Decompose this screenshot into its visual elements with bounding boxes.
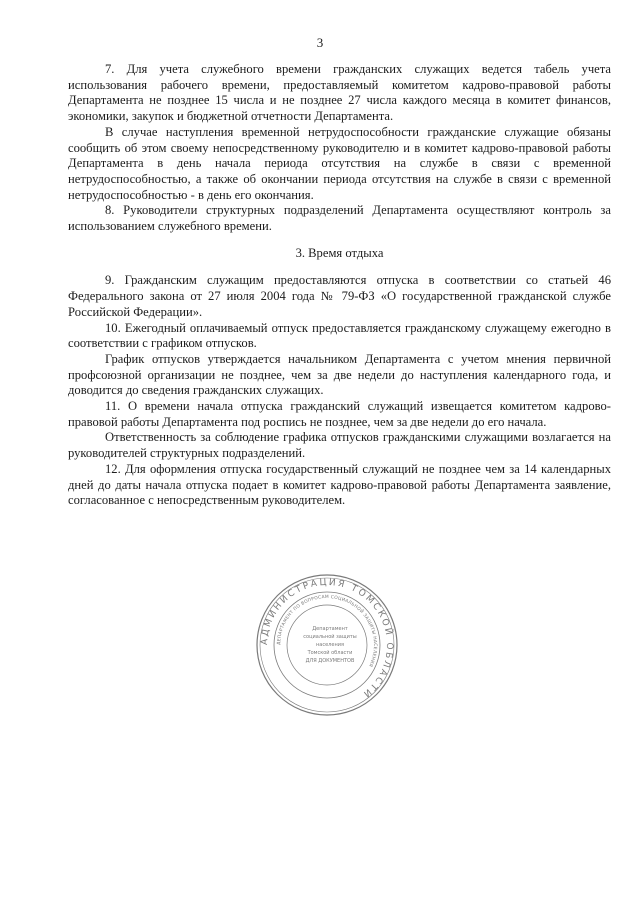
document-body: [68, 62, 611, 509]
seal-center-line: Томской области: [307, 650, 353, 656]
paragraph: Ответственность за соблюдение графика отпусков гражданскими служащими возлагается на руководителей структурных подразделений.: [68, 430, 611, 461]
paragraph: График отпусков утверждается начальником Департамента с учетом мнения первичной профсоюзной организации не позднее, чем за две недели до наступления календарного года, и доводится до сведения гражданских служащих.: [68, 351, 611, 398]
paragraph: 10. Ежегодный оплачиваемый отпуск предоставляется гражданскому служащему ежегодно в соответствии с графиком отпусков.: [68, 320, 611, 351]
page-number: 3: [316, 35, 324, 50]
seal-center-line: социальной защиты: [303, 634, 357, 640]
paragraph: В случае наступления временной нетрудоспособности гражданские служащие обязаны сообщить об этом своему непосредственному руководителю и в комитет кадрово-правовой работы Департамента в день начала периода отсутствия на службе в связи с временной нетрудоспособностью, а также об окончании периода отсутствия на службе в связи с временной нетрудоспособностью - в день его окончания.: [68, 124, 611, 202]
paragraph: 9. Гражданским служащим предоставляются отпуска в соответствии со статьей 46 Федерального закона от 27 июля 2004 года № 79-ФЗ «О государственной гражданской службе Российской Федерации».: [68, 273, 611, 319]
section-heading: 3. Время отдыха: [295, 245, 384, 260]
seal-center-text: [303, 626, 356, 664]
seal-inner-text: ДЕПАРТАМЕНТ ПО ВОПРОСАМ СОЦИАЛЬНОЙ ЗАЩИТЫ НАСЕЛЕНИЯ: [276, 594, 378, 668]
seal-outer-text: АДМИНИСТРАЦИЯ ТОМСКОЙ ОБЛАСТИ: [259, 577, 395, 700]
seal-center-line: Департамент: [312, 626, 348, 632]
paragraph: 7. Для учета служебного времени гражданских служащих ведется табель учета использования рабочего времени, предоставляемый комитетом кадрово-правовой работы Департамента не позднее 15 числа и не позднее 27 числа каждого месяца в комитет финансов, экономики, закупок и бюджетной отчетности Департамента.: [68, 62, 611, 124]
seal-center-line: ДЛЯ ДОКУМЕНТОВ: [305, 658, 355, 664]
official-seal-stamp: [254, 572, 400, 718]
seal-center-line: населения: [316, 642, 344, 648]
paragraph: 12. Для оформления отпуска государственный служащий не позднее чем за 14 календарных дней до даты начала отпуска подает в комитет кадрово-правовой работы Департамента заявление, согласованное с непосредственным руководителем.: [68, 461, 611, 508]
paragraph: 11. О времени начала отпуска гражданский служащий извещается комитетом кадрово-правовой работы Департамента под роспись не позднее, чем за две недели до его начала.: [68, 399, 611, 429]
seal-graphic: [254, 572, 400, 718]
paragraph: 8. Руководители структурных подразделений Департамента осуществляют контроль за использованием служебного времени.: [68, 203, 611, 234]
